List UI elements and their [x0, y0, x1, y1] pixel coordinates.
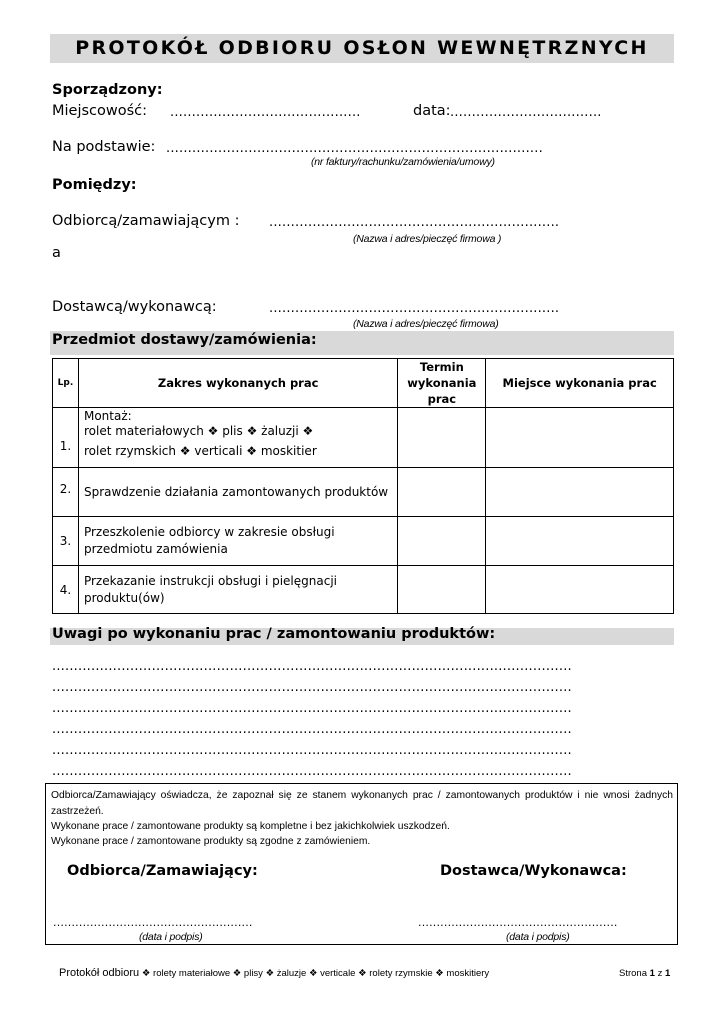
przedmiot-heading: Przedmiot dostawy/zamówienia: [52, 332, 317, 348]
dostawca-sign-title: Dostawca/Wykonawca: [440, 863, 627, 879]
data-field[interactable]: ................................... [450, 105, 602, 120]
miejscowosc-label: Miejscowość: [52, 103, 148, 119]
table-header-row [53, 359, 674, 408]
row-termin[interactable] [398, 408, 486, 468]
na-podstawie-field[interactable]: ....................................................................................... [166, 141, 543, 156]
document-title: PROTOKÓŁ ODBIORU OSŁON WEWNĘTRZNYCH [75, 37, 649, 59]
row-termin[interactable] [398, 566, 486, 614]
uwagi-line[interactable]: ........................................................................................................................ [52, 722, 572, 737]
row-zakres: Sprawdzenie działania zamontowanych produktów [78, 468, 397, 517]
row-termin[interactable] [398, 468, 486, 517]
row-miejsce[interactable] [486, 468, 674, 517]
uwagi-line[interactable]: ........................................................................................................................ [52, 659, 572, 674]
table-row [53, 517, 674, 566]
uwagi-line[interactable]: ........................................................................................................................ [52, 743, 572, 758]
col-miejsce: Miejsce wykonania prac [486, 359, 674, 408]
odbiorca-field[interactable]: ................................................................... [269, 215, 560, 230]
pomiedzy-label: Pomiędzy: [52, 177, 137, 193]
footer-info [59, 967, 489, 979]
uwagi-line[interactable]: ........................................................................................................................ [52, 701, 572, 716]
dostawca-label: Dostawcą/wykonawcą: [52, 299, 217, 315]
row-miejsce[interactable] [486, 517, 674, 566]
page-sep: z [657, 968, 663, 979]
footer-products: ❖ rolety materiałowe ❖ plisy ❖ żaluzje ❖ verticale ❖ rolety rzymskie ❖ moskitiery [141, 968, 490, 979]
data-label: data: [413, 103, 451, 119]
declaration-line-1: Odbiorca/Zamawiający oświadcza, że zapoznał się ze stanem wykonanych prac / zamontowanych produktów i nie wnosi żadnych zastrzeżeń. [51, 790, 673, 817]
row-zakres [78, 408, 397, 468]
row-miejsce[interactable] [486, 566, 674, 614]
col-zakres: Zakres wykonanych prac [78, 359, 397, 408]
montaz-products-2: rolet rzymskich ❖ verticali ❖ moskitier [83, 444, 317, 458]
table-row [53, 468, 674, 517]
items-table [52, 358, 674, 614]
na-podstawie-hint: (nr faktury/rachunku/zamówienia/umowy) [311, 156, 495, 168]
miejscowosc-field[interactable]: ............................................ [170, 105, 361, 120]
odbiorca-signature-field[interactable]: ...................................................... [53, 916, 253, 929]
odbiorca-hint: (Nazwa i adres/pieczęć firmowa ) [353, 233, 502, 245]
row-lp: 3. [53, 517, 79, 566]
dostawca-hint: (Nazwa i adres/pieczęć firmowa) [353, 318, 499, 330]
col-termin: Termin wykonania prac [398, 359, 486, 408]
odbiorca-label: Odbiorcą/zamawiającym : [52, 213, 240, 229]
uwagi-heading: Uwagi po wykonaniu prac / zamontowaniu produktów: [52, 626, 496, 642]
montaz-label: Montaż: [83, 409, 132, 423]
uwagi-line[interactable]: ........................................................................................................................ [52, 680, 572, 695]
page-total: 1 [664, 968, 671, 979]
row-zakres: Przeszkolenie odbiorcy w zakresie obsługi przedmiotu zamówienia [78, 517, 397, 566]
uwagi-line[interactable]: ........................................................................................................................ [52, 764, 572, 779]
a-label: a [52, 245, 61, 261]
dostawca-signature-hint: (data i podpis) [506, 931, 570, 943]
table-row [53, 408, 674, 468]
declaration-line-2: Wykonane prace / zamontowane produkty są kompletne i bez jakichkolwiek uszkodzeń. [51, 821, 450, 832]
declaration-box [45, 783, 678, 945]
row-lp: 4. [53, 566, 79, 614]
page-number [619, 968, 670, 979]
row-lp: 2. [53, 468, 79, 517]
row-termin[interactable] [398, 517, 486, 566]
row-zakres: Przekazanie instrukcji obsługi i pielęgnacji produktu(ów) [78, 566, 397, 614]
col-lp: Lp. [53, 359, 79, 408]
na-podstawie-label: Na podstawie: [52, 139, 156, 155]
montaz-products-1: rolet materiałowych ❖ plis ❖ żaluzji ❖ [83, 424, 314, 438]
dostawca-signature-field[interactable]: ...................................................... [418, 916, 618, 929]
dostawca-field[interactable]: ................................................................... [269, 301, 560, 316]
sporzadzony-label: Sporządzony: [52, 82, 163, 98]
table-row [53, 566, 674, 614]
page-current: 1 [649, 968, 655, 979]
declaration-line-3: Wykonane prace / zamontowane produkty są zgodne z zamówieniem. [51, 836, 371, 847]
page-word: Strona [619, 968, 647, 979]
row-miejsce[interactable] [486, 408, 674, 468]
odbiorca-sign-title: Odbiorca/Zamawiający: [67, 863, 258, 879]
row-lp: 1. [53, 408, 79, 468]
odbiorca-signature-hint: (data i podpis) [139, 931, 203, 943]
footer-title: Protokół odbioru [59, 967, 140, 979]
